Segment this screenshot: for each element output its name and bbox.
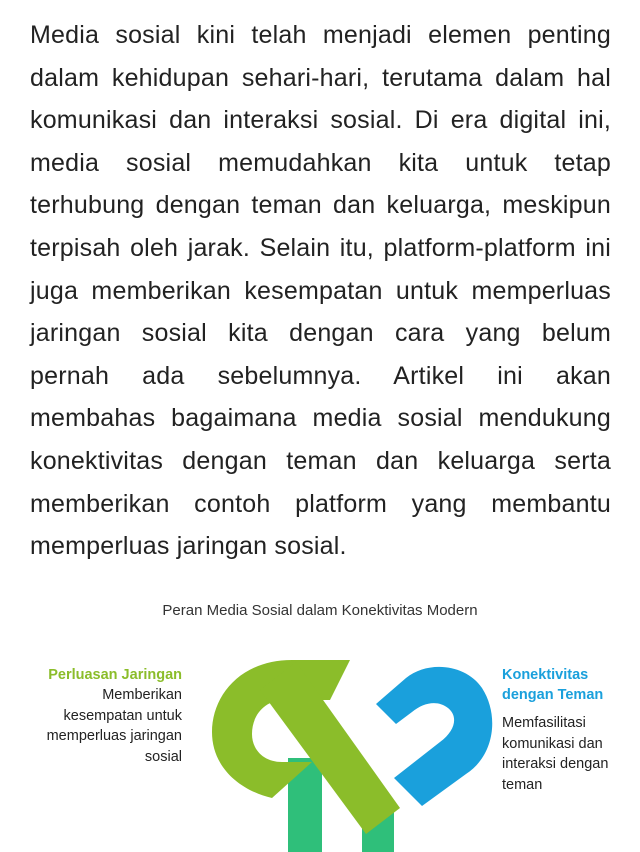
logo-blue-loop (376, 667, 492, 806)
right-callout-description: Memfasilitasi komunikasi dan interaksi dengan teman (502, 715, 609, 793)
left-callout (32, 665, 182, 767)
interlocking-loops-icon (200, 638, 500, 852)
right-callout-heading: Konektivitas dengan Teman (502, 667, 604, 703)
article-paragraph: Media sosial kini telah menjadi elemen penting dalam kehidupan sehari-hari, terutama dalam hal komunikasi dan interaksi sosial. Di era digital ini, media sosial memudahkan kita untuk tetap terhubung dengan teman dan keluarga, meskipun terpisah oleh jarak. Selain itu, platform-platform ini juga memberikan kesempatan untuk memperluas jaringan sosial kita dengan cara yang belum pernah ada sebelumnya. Artikel ini akan membahas bagaimana media sosial mendukung konektivitas dengan teman dan keluarga serta memberikan contoh platform yang membantu memperluas jaringan sosial. (30, 21, 611, 561)
infographic (0, 590, 640, 852)
infographic-title: Peran Media Sosial dalam Konektivitas Modern (162, 602, 478, 619)
left-callout-description: Memberikan kesempatan untuk memperluas jaringan sosial (46, 687, 182, 765)
right-callout (502, 665, 637, 795)
left-callout-heading: Perluasan Jaringan (48, 667, 182, 683)
